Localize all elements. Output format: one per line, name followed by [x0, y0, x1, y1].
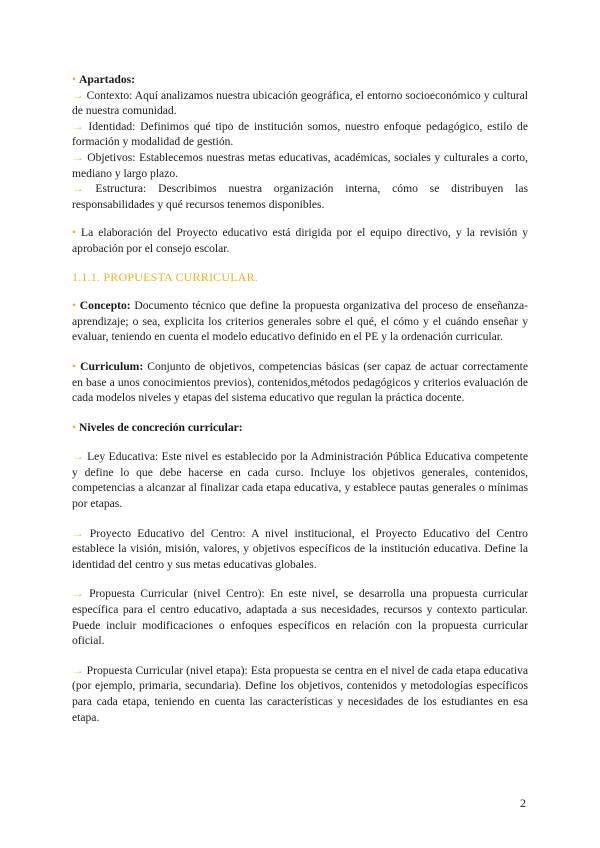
bullet-icon: • [72, 73, 77, 86]
arrow-icon: → [72, 450, 84, 464]
elaboracion-paragraph: • La elaboración del Proyecto educativo está dirigida por el equipo directivo, y la revisión y aprobación por el consejo escolar. [72, 226, 529, 255]
arrow-icon: → [72, 526, 84, 540]
document-page [72, 72, 528, 725]
list-item: → Contexto: Aquí analizamos nuestra ubicación geográfica, el entorno socioeconómico y cultural de nuestra comunidad. [72, 88, 528, 118]
niveles-title: • Niveles de concreción curricular: [72, 420, 243, 434]
curriculum-label: Curriculum: [80, 359, 144, 373]
curriculum-paragraph: • Curriculum: Conjunto de objetivos, competencias básicas (ser capaz de actuar correctamente en base a unos conocimientos previos), contenidos,métodos pedagógicos y criterios evaluación de cada modelos niveles y etapas del sistema educativo que regulan la práctica docente. [72, 359, 529, 405]
bullet-icon: • [72, 226, 77, 240]
arrow-icon: → [72, 663, 84, 677]
arrow-icon: → [72, 119, 84, 133]
concepto-label: Concepto: [79, 299, 131, 313]
arrow-icon: → [72, 182, 84, 196]
list-item: → Estructura: Describimos nuestra organización interna, cómo se distribuyen las responsabilidades y qué recursos tenemos disponibles. [72, 182, 528, 211]
arrow-icon: → [72, 88, 84, 102]
section-heading: 1.1.1. PROPUESTA CURRICULAR. [72, 269, 259, 284]
list-item: → Propuesta Curricular (nivel Centro): En este nivel, se desarrolla una propuesta curricular específica para el centro educativo, adaptada a sus necesidades, recursos y contexto particular. Puede incluir modificaciones o enfoques específicos en relación con la propuesta curricular oficial. [72, 587, 528, 648]
list-item: → Ley Educativa: Este nivel es establecido por la Administración Pública Educativa competente y define lo que debe hacerse en cada curso. Incluye los objetivos generales, contenidos, competencias a alcanzar al finalizar cada etapa educativa, y establece pautas generales o mínimas por etapas. [72, 450, 528, 511]
bullet-icon: • [72, 420, 77, 434]
page-number: 2 [520, 796, 526, 810]
bullet-icon: • [72, 299, 77, 313]
list-item: → Objetivos: Establecemos nuestras metas educativas, académicas, sociales y culturales a corto, mediano y largo plazo. [72, 150, 528, 180]
apartados-title: • Apartados: [72, 73, 136, 86]
list-item: → Propuesta Curricular (nivel etapa): Esta propuesta se centra en el nivel de cada etapa educativa (por ejemplo, primaria, secundaria). Define los objetivos, contenidos y metodologías específicos para cada etapa, teniendo en cuenta las características y necesidades de los estudiantes en esa etapa. [72, 663, 528, 724]
arrow-icon: → [72, 150, 84, 164]
list-item: → Proyecto Educativo del Centro: A nivel institucional, el Proyecto Educativo del Centro establece la visión, misión, valores, y objetivos específicos de la institución educativa. Define la identidad del centro y sus metas educativas globales. [72, 526, 528, 571]
bullet-icon: • [72, 359, 77, 373]
arrow-icon: → [72, 587, 84, 601]
list-item: → Identidad: Definimos qué tipo de institución somos, nuestro enfoque pedagógico, estilo de formación y modalidad de gestión. [72, 119, 528, 149]
concepto-paragraph: • Concepto: Documento técnico que define la propuesta organizativa del proceso de enseñanza-aprendizaje; o sea, explicita los criterios generales sobre el qué, el cómo y el cuándo enseñar y evaluar, teniendo en cuenta el modelo educativo definido en el PE y la ordenación curricular. [72, 299, 528, 344]
